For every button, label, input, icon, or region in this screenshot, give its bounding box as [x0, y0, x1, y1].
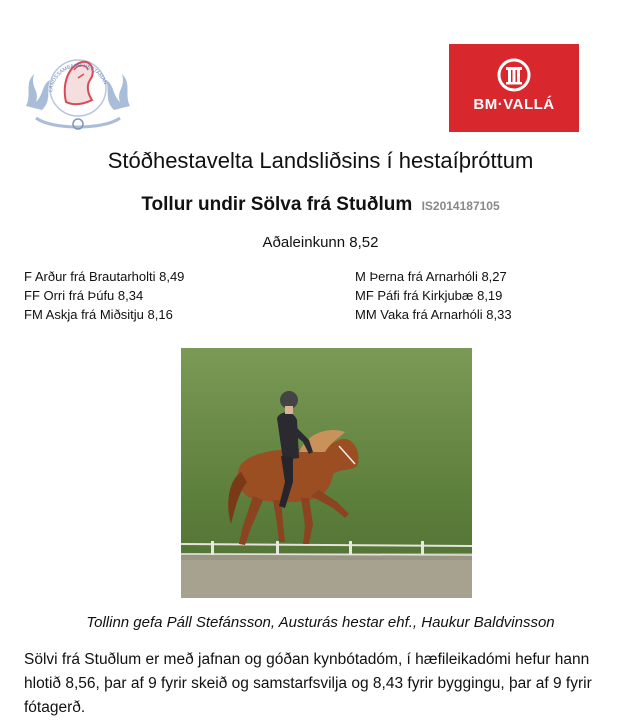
- main-score: Aðaleinkunn 8,52: [262, 234, 379, 251]
- landssamband-hestamannafelaga-logo: [22, 44, 134, 136]
- pedigree-entry: FM Askja frá Miðsitju 8,16: [24, 307, 173, 322]
- page-title: Stóðhestavelta Landsliðsins í hestaíþróttum: [107, 148, 534, 173]
- horse-description: Sölvi frá Stuðlum er með jafnan og góðan kynbótadóm, í hæfileikadómi hefur hann hlotið 8,56, þar af 9 fyrir skeið og samstarfsvilja og 8,43 fyrir byggingu, þar af 9 fyrir fótagerð.: [24, 651, 592, 716]
- pedigree-sire-side: [24, 267, 184, 324]
- horse-name: Tollur undir Sölva frá Stuðlum: [141, 194, 413, 215]
- pedigree-dam-side: [355, 267, 512, 324]
- pedigree-entry: MM Vaka frá Arnarhóli 8,33: [355, 307, 512, 322]
- pedigree-entry: F Arður frá Brautarholti 8,49: [24, 269, 185, 284]
- horse-id: IS2014187105: [421, 199, 500, 213]
- photo-caption: Tollinn gefa Páll Stefánsson, Austurás hestar ehf., Haukur Baldvinsson: [86, 614, 555, 631]
- pedigree-entry: FF Orri frá Þúfu 8,34: [24, 288, 144, 303]
- bm-valla-brand: BM·VALLÁ: [473, 96, 555, 113]
- horse-heading: [0, 194, 641, 216]
- pedigree-entry: MF Páfi frá Kirkjubæ 8,19: [355, 288, 503, 303]
- horse-rider-photo-icon: [181, 348, 472, 598]
- logo-arc-text: LANDSSAMBAND HESTAMAN: [47, 62, 109, 93]
- horse-photo: [181, 348, 472, 598]
- pedigree-entry: M Þerna frá Arnarhóli 8,27: [355, 269, 507, 284]
- bm-valla-mark-icon: [497, 58, 531, 92]
- bm-valla-logo: [449, 44, 579, 132]
- association-emblem-icon: [22, 44, 134, 136]
